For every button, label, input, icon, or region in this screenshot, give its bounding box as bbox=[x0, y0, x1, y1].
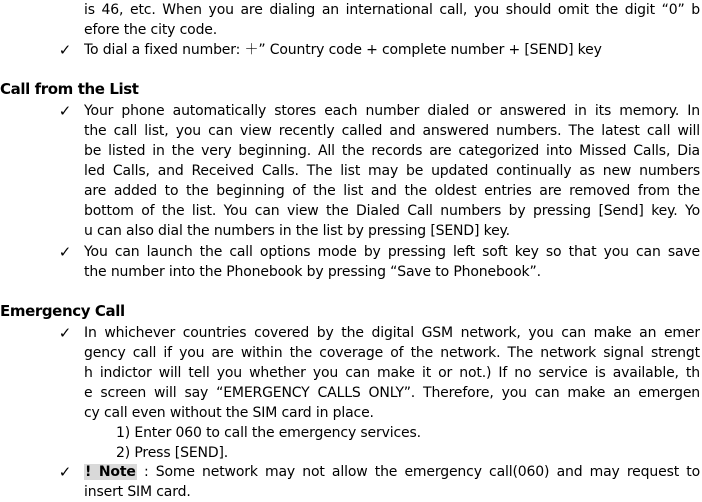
call-list-line: led Calls, and Received Calls. The list may be updated continually as new numbers bbox=[84, 163, 700, 179]
note-text: : Some network may not allow the emergency call(060) and may request to bbox=[136, 464, 700, 480]
emergency-line: h indictor will tell you whether you can make it or not.) If no service is available, th bbox=[84, 365, 700, 381]
bullet-fixed-number: To dial a fixed number: ＋” Country code + complete number + [SEND] key bbox=[84, 42, 602, 58]
intro-line-2: efore the city code. bbox=[84, 22, 218, 38]
note-line-2: insert SIM card. bbox=[84, 484, 191, 500]
call-list-line: Your phone automatically stores each number dialed or answered in its memory. In bbox=[84, 103, 700, 119]
intro-line-1: is 46, etc. When you are dialing an international call, you should omit the digit “0” b bbox=[84, 2, 700, 18]
emergency-line: e screen will say “EMERGENCY CALLS ONLY”. Therefore, you can make an emergen bbox=[84, 385, 700, 401]
section-heading-call-list: Call from the List bbox=[0, 80, 139, 98]
checkmark-icon: ✓ bbox=[58, 41, 72, 59]
emergency-step-1: 1) Enter 060 to call the emergency services. bbox=[116, 425, 421, 441]
note-line bbox=[84, 462, 700, 482]
call-list-line: u can also dial the numbers in the list by pressing [SEND] key. bbox=[84, 223, 510, 239]
call-options-line: You can launch the call options mode by pressing left soft key so that you can save bbox=[84, 244, 700, 260]
emergency-line: In whichever countries covered by the digital GSM network, you can make an emer bbox=[84, 325, 700, 341]
note-badge: ! Note bbox=[85, 464, 136, 480]
call-options-line: the number into the Phonebook by pressing “Save to Phonebook”. bbox=[84, 264, 541, 280]
call-list-line: are added to the beginning of the list and the oldest entries are removed from the bbox=[84, 183, 700, 199]
section-heading-emergency: Emergency Call bbox=[0, 302, 125, 320]
checkmark-icon: ✓ bbox=[58, 324, 72, 342]
emergency-line: gency call if you are within the coverage of the network. The network signal strengt bbox=[84, 345, 700, 361]
call-list-line: the call list, you can view recently called and answered numbers. The latest call will bbox=[84, 123, 700, 139]
checkmark-icon: ✓ bbox=[58, 102, 72, 120]
emergency-step-2: 2) Press [SEND]. bbox=[116, 445, 229, 461]
call-list-line: be listed in the very beginning. All the records are categorized into Missed Calls, Dia bbox=[84, 143, 700, 159]
checkmark-icon: ✓ bbox=[58, 243, 72, 261]
emergency-line: cy call even without the SIM card in place. bbox=[84, 405, 374, 421]
checkmark-icon: ✓ bbox=[58, 463, 72, 481]
call-list-line: bottom of the list. You can view the Dialed Call numbers by pressing [Send] key. Yo bbox=[84, 203, 700, 219]
